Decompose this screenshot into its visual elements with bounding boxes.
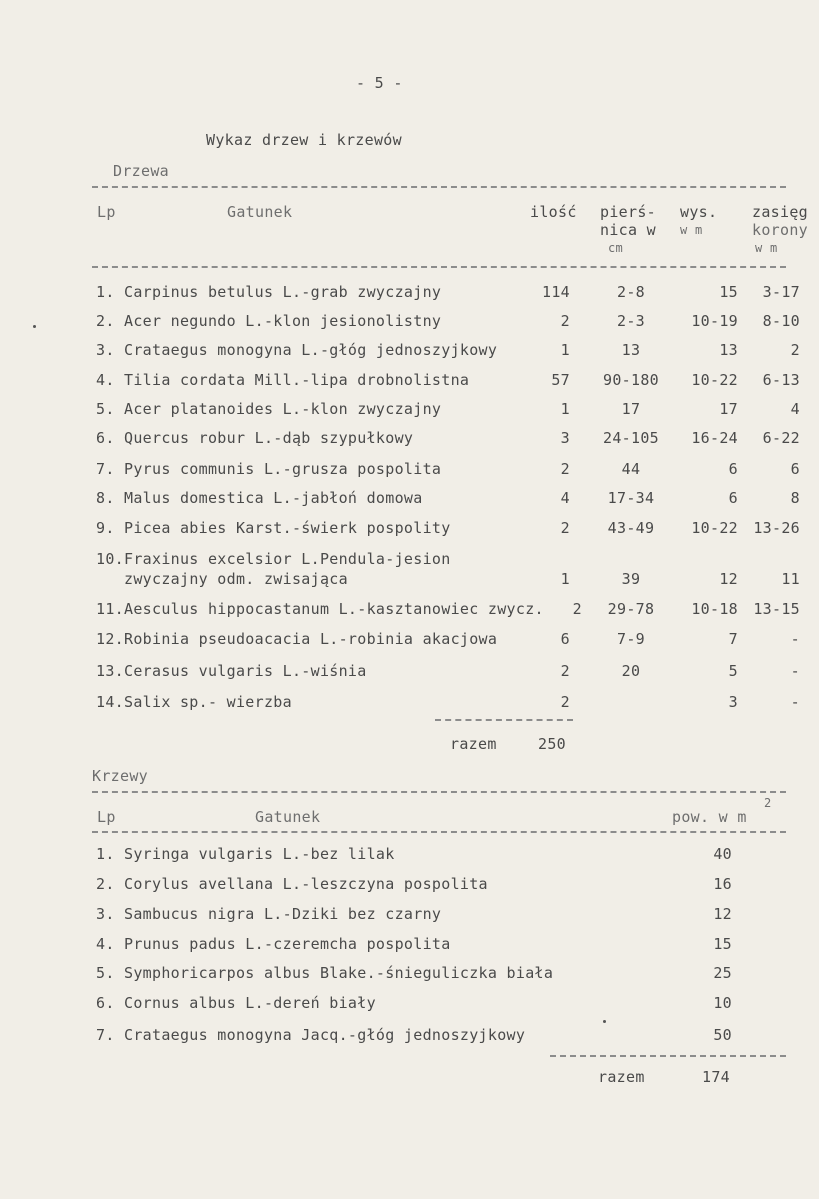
tree-dbh: 90-180: [603, 371, 659, 389]
divider: [550, 1055, 786, 1057]
tree-name: 10.Fraxinus excelsior L.Pendula-jesion: [96, 550, 451, 568]
tree-crown: 4: [790, 400, 800, 418]
header-zasieg-3: w m: [755, 241, 778, 255]
tree-count: 2: [560, 519, 570, 537]
tree-name: 14.Salix sp.- wierzba: [96, 693, 292, 711]
tree-crown: 6-22: [762, 429, 800, 447]
tree-dbh: 24-105: [603, 429, 659, 447]
tree-dbh: 7-9: [617, 630, 645, 648]
tree-name: 6. Quercus robur L.-dąb szypułkowy: [96, 429, 414, 447]
tree-count: 2: [560, 693, 570, 711]
tree-dbh: 39: [621, 570, 641, 588]
trees-section-label: Drzewa: [113, 162, 169, 180]
tree-height: 10-22: [691, 519, 738, 537]
tree-crown: -: [790, 693, 800, 711]
tree-name: 4. Tilia cordata Mill.-lipa drobnolistna: [96, 371, 470, 389]
tree-count: 2: [560, 460, 570, 478]
tree-count: 6: [560, 630, 570, 648]
shrub-area: 12: [713, 905, 732, 923]
tree-count: 1: [560, 400, 570, 418]
tree-height: 10-22: [691, 371, 738, 389]
header-gatunek: Gatunek: [227, 203, 293, 221]
tree-name: 11.Aesculus hippocastanum L.-kasztanowiec zwycz.: [96, 600, 544, 618]
tree-crown: 3-17: [762, 283, 800, 301]
shrubs-header-gatunek: Gatunek: [255, 808, 321, 826]
tree-name: 1. Carpinus betulus L.-grab zwyczajny: [96, 283, 442, 301]
tree-crown: 11: [781, 570, 800, 588]
tree-height: 3: [728, 693, 738, 711]
header-wys-1: wys.: [680, 203, 718, 221]
tree-name: 9. Picea abies Karst.-świerk pospolity: [96, 519, 451, 537]
tree-height: 16-24: [691, 429, 738, 447]
tree-crown: 6-13: [762, 371, 800, 389]
tree-height: 10-18: [691, 600, 738, 618]
shrubs-header-pow-sup: 2: [764, 796, 772, 810]
tree-height: 10-19: [691, 312, 738, 330]
header-ilosc: ilość: [530, 203, 577, 221]
shrub-area: 25: [713, 964, 732, 982]
tree-height: 17: [719, 400, 738, 418]
header-piersnica-1: pierś-: [600, 203, 656, 221]
tree-name-continued: zwyczajny odm. zwisająca: [124, 570, 348, 588]
trees-total-label: razem: [450, 735, 497, 753]
page-title: Wykaz drzew i krzewów: [206, 131, 402, 149]
shrub-name: 1. Syringa vulgaris L.-bez lilak: [96, 845, 395, 863]
tree-dbh: 43-49: [607, 519, 655, 537]
tree-dbh: 2-8: [617, 283, 645, 301]
page-number: - 5 -: [356, 74, 403, 92]
tree-name: 12.Robinia pseudoacacia L.-robinia akacjowa: [96, 630, 498, 648]
tree-dbh: 13: [621, 341, 641, 359]
tree-height: 7: [728, 630, 738, 648]
header-zasieg-2: korony: [752, 221, 808, 239]
tree-name: 8. Malus domestica L.-jabłoń domowa: [96, 489, 423, 507]
shrub-name: 4. Prunus padus L.-czeremcha pospolita: [96, 935, 451, 953]
header-wys-2: w m: [680, 223, 703, 237]
shrubs-header-pow: pow. w m: [672, 808, 747, 826]
tree-dbh: 20: [621, 662, 641, 680]
tree-count: 114: [542, 283, 570, 301]
tree-crown: 13-15: [753, 600, 800, 618]
shrub-area: 15: [713, 935, 732, 953]
trees-total-value: 250: [538, 735, 566, 753]
tree-height: 15: [719, 283, 738, 301]
tree-height: 6: [728, 489, 738, 507]
tree-dbh: 17: [621, 400, 641, 418]
tree-name: 13.Cerasus vulgaris L.-wiśnia: [96, 662, 367, 680]
margin-mark: [33, 325, 36, 328]
shrub-name: 3. Sambucus nigra L.-Dziki bez czarny: [96, 905, 442, 923]
divider: [92, 266, 786, 268]
shrub-name: 2. Corylus avellana L.-leszczyna pospolita: [96, 875, 488, 893]
tree-count: 1: [560, 570, 570, 588]
tree-count: 1: [560, 341, 570, 359]
tree-crown: 8-10: [762, 312, 800, 330]
shrubs-total-value: 174: [702, 1068, 730, 1086]
divider: [92, 791, 786, 793]
tree-height: 5: [728, 662, 738, 680]
shrub-name: 5. Symphoricarpos albus Blake.-śnieguliczka biała: [96, 964, 554, 982]
divider: [435, 719, 573, 721]
tree-count: 2: [572, 600, 582, 618]
tree-count: 2: [560, 662, 570, 680]
tree-height: 13: [719, 341, 738, 359]
shrubs-section-label: Krzewy: [92, 767, 148, 785]
tree-crown: 2: [790, 341, 800, 359]
tree-count: 2: [560, 312, 570, 330]
tree-crown: 6: [790, 460, 800, 478]
tree-name: 3. Crataegus monogyna L.-głóg jednoszyjkowy: [96, 341, 498, 359]
tree-height: 6: [728, 460, 738, 478]
tree-count: 57: [551, 371, 570, 389]
divider: [92, 186, 786, 188]
tree-dbh: 44: [621, 460, 641, 478]
tree-name: 2. Acer negundo L.-klon jesionolistny: [96, 312, 442, 330]
header-zasieg-1: zasięg: [752, 203, 808, 221]
shrubs-total-label: razem: [598, 1068, 645, 1086]
shrubs-header-lp: Lp: [97, 808, 116, 826]
tree-crown: -: [790, 630, 800, 648]
tree-dbh: 29-78: [607, 600, 655, 618]
tree-height: 12: [719, 570, 738, 588]
shrub-name: 6. Cornus albus L.-dereń biały: [96, 994, 376, 1012]
header-lp: Lp: [97, 203, 116, 221]
divider: [92, 831, 786, 833]
margin-mark: [603, 1020, 606, 1023]
tree-crown: 8: [790, 489, 800, 507]
tree-dbh: 2-3: [617, 312, 645, 330]
tree-name: 5. Acer platanoides L.-klon zwyczajny: [96, 400, 442, 418]
shrub-area: 40: [713, 845, 732, 863]
tree-dbh: 17-34: [607, 489, 655, 507]
header-piersnica-2: nica w: [600, 221, 656, 239]
shrub-area: 10: [713, 994, 732, 1012]
shrub-area: 16: [713, 875, 732, 893]
shrub-name: 7. Crataegus monogyna Jacq.-głóg jednoszyjkowy: [96, 1026, 526, 1044]
tree-crown: -: [790, 662, 800, 680]
tree-name: 7. Pyrus communis L.-grusza pospolita: [96, 460, 442, 478]
tree-crown: 13-26: [753, 519, 800, 537]
tree-count: 3: [560, 429, 570, 447]
header-piersnica-3: cm: [608, 241, 624, 255]
tree-count: 4: [560, 489, 570, 507]
shrub-area: 50: [713, 1026, 732, 1044]
